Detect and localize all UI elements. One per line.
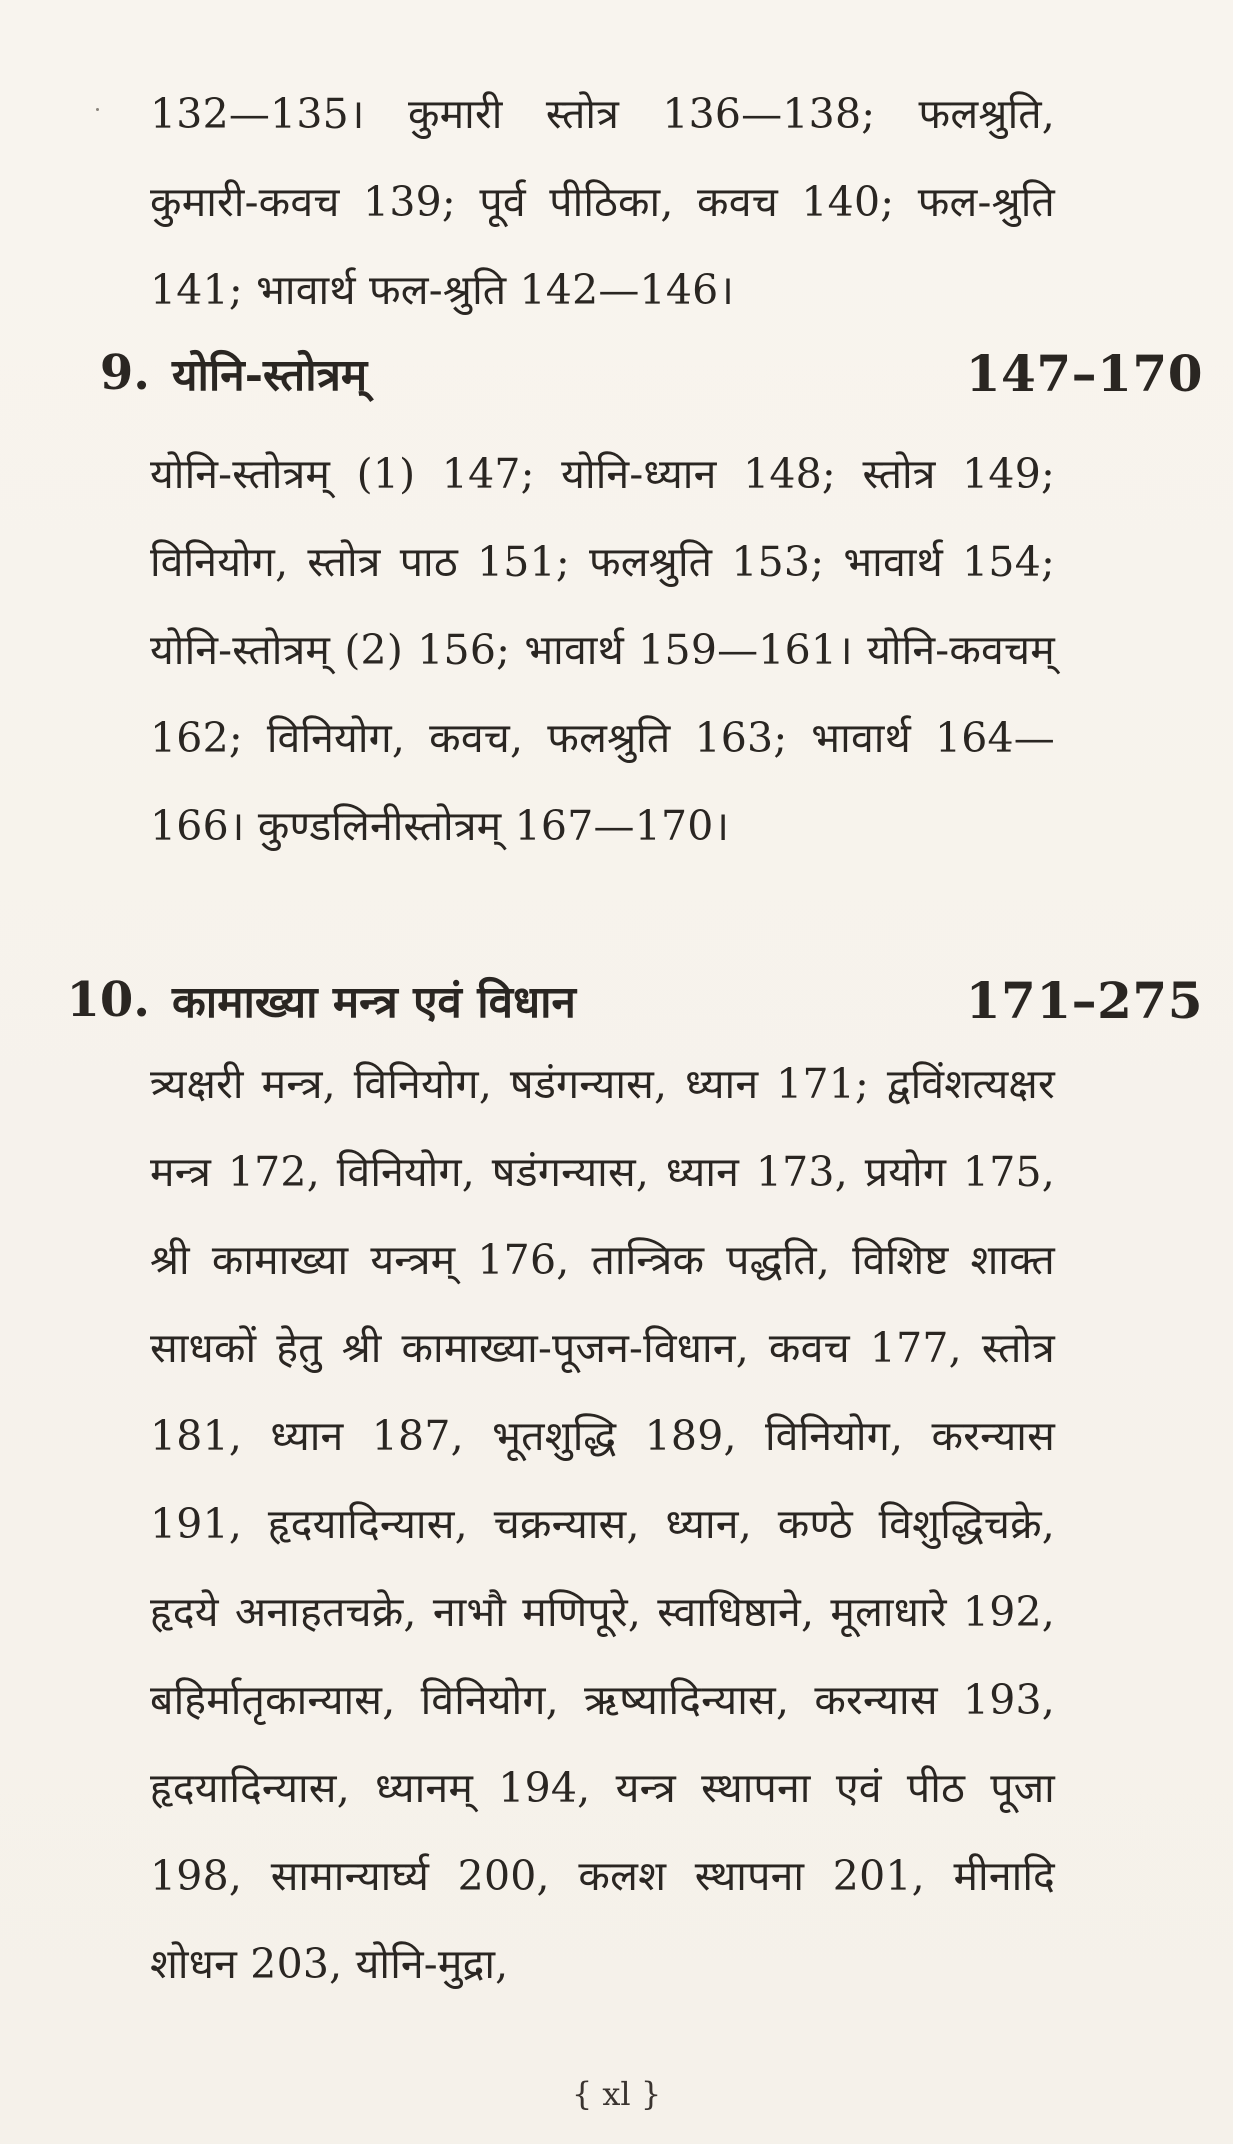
- continuation-entries: 132—135। कुमारी स्तोत्र 136—138; फलश्रुति, कुमारी-कवच 139; पूर्व पीठिका, कवच 140; फल-श्रुति 141; भावार्थ फल-श्रुति 142—146।: [150, 90, 1055, 314]
- section-9-page-range: 147–170: [965, 343, 1203, 403]
- section-10-entries: त्र्यक्षरी मन्त्र, विनियोग, षडंगन्यास, ध्यान 171; द्वविंशत्यक्षर मन्त्र 172, विनियोग, षडंगन्यास, ध्यान 173, प्रयोग 175, श्री कामाख्या यन्त्रम् 176, तान्त्रिक पद्धति, विशिष्ट शाक्त साधकों हेतु श्री कामाख्या-पूजन-विधान, कवच 177, स्तोत्र 181, ध्यान 187, भूतशुद्धि 189, विनियोग, करन्यास 191, हृदयादिन्यास, चक्रन्यास, ध्यान, कण्ठे विशुद्धिचक्रे, हृदये अनाहतचक्रे, नाभौ मणिपूरे, स्वाधिष्ठाने, मूलाधारे 192, बहिर्मातृकान्यास, विनियोग, ऋष्यादिन्यास, करन्यास 193, हृदयादिन्यास, ध्यानम् 194, यन्त्र स्थापना एवं पीठ पूजा 198, सामान्यार्घ्य 200, कलश स्थापना 201, मीनादि शोधन 203, योनि-मुद्रा,: [150, 1060, 1055, 1988]
- section-9-title: योनि-स्तोत्रम्: [172, 350, 368, 401]
- section-10-heading: [40, 965, 1203, 1035]
- page-number: { xl }: [571, 2075, 662, 2113]
- section-9-entries: योनि-स्तोत्रम् (1) 147; योनि-ध्यान 148; स्तोत्र 149; विनियोग, स्तोत्र पाठ 151; फलश्रुति 153; भावार्थ 154; योनि-स्तोत्रम् (2) 156; भावार्थ 159—161। योनि-कवचम् 162; विनियोग, कवच, फलश्रुति 163; भावार्थ 164—166। कुण्डलिनीस्तोत्रम् 167—170।: [150, 450, 1055, 850]
- section-10-page-range: 171–275: [965, 970, 1203, 1030]
- section-10-title: कामाख्या मन्त्र एवं विधान: [172, 977, 576, 1028]
- section-10-number: 10.: [66, 972, 150, 1028]
- section-9-number: 9.: [99, 345, 150, 401]
- paper-speck: [96, 108, 99, 111]
- section-9-heading: [40, 338, 1203, 408]
